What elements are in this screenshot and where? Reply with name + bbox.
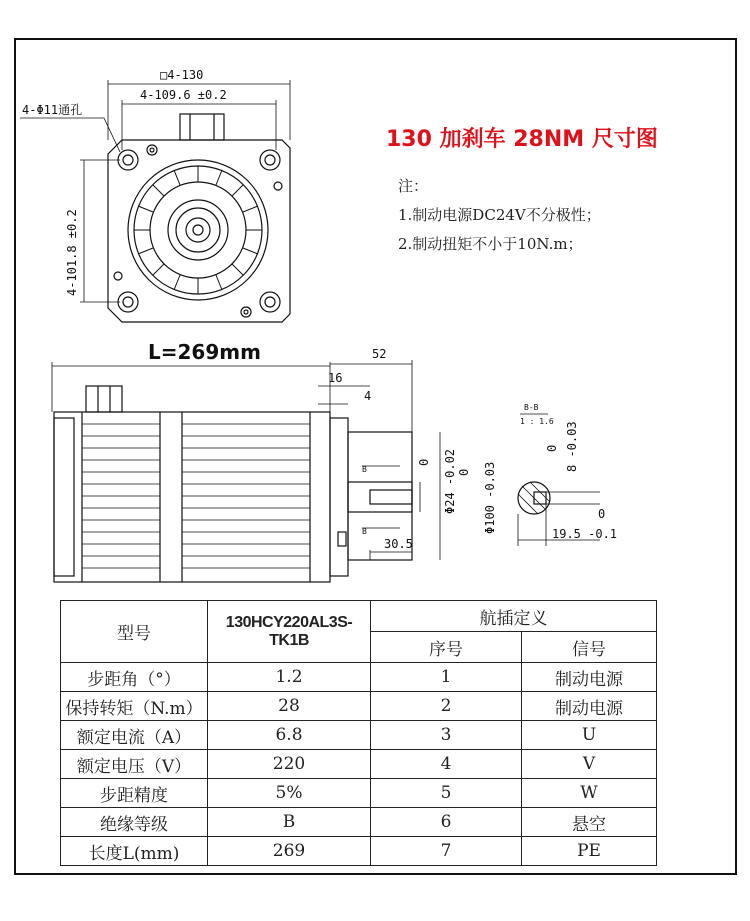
pin-cell: 4	[371, 750, 522, 779]
dim-key-tol: 0	[545, 444, 559, 452]
side-flange	[330, 418, 348, 576]
signal-cell: 制动电源	[522, 663, 657, 692]
pin-header-cell: 序号	[371, 632, 522, 663]
section-mark-bottom: B	[362, 527, 367, 536]
pin-cell: 1	[371, 663, 522, 692]
value-cell: 6.8	[208, 721, 371, 750]
param-cell: 长度L(mm)	[61, 837, 208, 866]
dim-hole-spacing-v-label: 4-101.8 ±0.2	[65, 209, 79, 296]
note-1: 1.制动电源DC24V不分极性；	[398, 206, 601, 224]
header-model-cell: 型号	[61, 601, 208, 663]
param-cell: 额定电压（V）	[61, 750, 208, 779]
drawing-title: 130 加刹车 28NM 尺寸图	[386, 127, 658, 152]
pin-cell: 6	[371, 808, 522, 837]
table-row	[61, 808, 657, 837]
table-row	[61, 721, 657, 750]
dim-pilot-tol: 0	[457, 468, 471, 476]
spec-table	[60, 600, 657, 866]
motor-body	[54, 412, 330, 582]
dim-square-label: □4-130	[160, 68, 204, 82]
section-title: B-B	[524, 403, 539, 412]
side-view	[52, 360, 440, 582]
keyway	[370, 490, 412, 504]
dim-depth-label: 19.5 -0.1	[552, 527, 618, 541]
dim-key-label: 8 -0.03	[565, 421, 579, 472]
model-value-cell: 130HCY220AL3S-TK1B	[208, 601, 371, 663]
pin-cell: 3	[371, 721, 522, 750]
connector-header-cell: 航插定义	[371, 601, 657, 632]
table-row	[61, 750, 657, 779]
radial-fins	[134, 166, 262, 294]
dim-52-label: 52	[372, 347, 387, 361]
dim-16-label: 16	[328, 371, 343, 385]
signal-cell: U	[522, 721, 657, 750]
section-key	[534, 492, 546, 504]
param-cell: 步距精度	[61, 779, 208, 808]
value-cell: 1.2	[208, 663, 371, 692]
table-row	[61, 692, 657, 721]
dim-depth-tol: 0	[598, 507, 606, 521]
connector-box	[180, 114, 224, 140]
param-cell: 额定电流（A）	[61, 721, 208, 750]
table-header-row	[61, 601, 657, 632]
pin-cell: 5	[371, 779, 522, 808]
dim-hole-spacing-h-label: 4-109.6 ±0.2	[140, 88, 227, 102]
signal-cell: V	[522, 750, 657, 779]
dim-shaft-label: Φ24 -0.02	[443, 448, 457, 514]
signal-cell: W	[522, 779, 657, 808]
value-cell: 220	[208, 750, 371, 779]
section-labels	[520, 403, 617, 541]
pin-cell: 7	[371, 837, 522, 866]
cooling-fins	[82, 424, 310, 568]
dim-hole-label: 4-Φ11通孔	[22, 103, 83, 117]
pin-cell: 2	[371, 692, 522, 721]
param-cell: 步距角（°）	[61, 663, 208, 692]
value-cell: 269	[208, 837, 371, 866]
signal-header-cell: 信号	[522, 632, 657, 663]
dim-shaft-tol: 0	[417, 458, 431, 466]
section-scale: 1 : 1.6	[520, 417, 554, 426]
side-connector	[86, 386, 122, 412]
signal-cell: 悬空	[522, 808, 657, 837]
signal-cell: 制动电源	[522, 692, 657, 721]
param-cell: 保持转矩（N.m）	[61, 692, 208, 721]
table-row	[61, 779, 657, 808]
value-cell: 5%	[208, 779, 371, 808]
dim-4-label: 4	[364, 389, 372, 403]
param-cell: 绝缘等级	[61, 808, 208, 837]
table-row	[61, 663, 657, 692]
dim-pilot-label: Φ100 -0.03	[483, 461, 497, 534]
table-row	[61, 837, 657, 866]
length-label: L=269mm	[148, 340, 261, 364]
shaft-end	[186, 218, 210, 242]
shaft	[348, 482, 412, 512]
rear-cap	[54, 418, 74, 576]
value-cell: B	[208, 808, 371, 837]
signal-cell: PE	[522, 837, 657, 866]
notes-heading: 注：	[398, 177, 429, 195]
value-cell: 28	[208, 692, 371, 721]
section-mark-top: B	[362, 465, 367, 474]
dim-30-5-label: 30.5	[384, 537, 413, 551]
note-2: 2.制动扭矩不小于10N.m；	[398, 235, 583, 253]
